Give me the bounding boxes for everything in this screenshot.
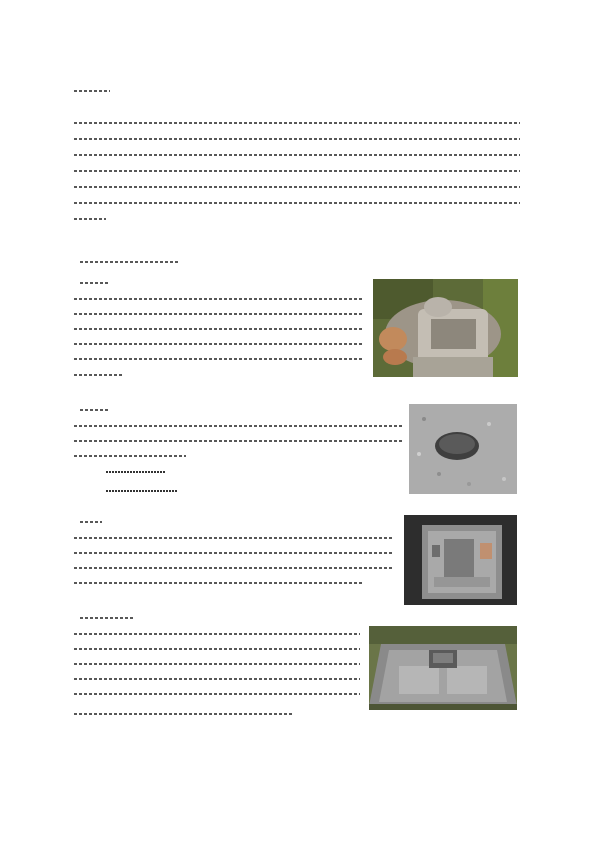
intro-line <box>74 202 520 204</box>
paragraph-line <box>74 633 360 635</box>
paragraph-line <box>74 537 394 539</box>
paragraph-line <box>74 552 394 554</box>
stone-tablet-photo <box>404 515 517 605</box>
paragraph-line <box>74 358 364 360</box>
subsection-heading-line <box>80 617 134 619</box>
intro-line <box>74 186 520 188</box>
subsection-heading-line <box>80 282 110 284</box>
paragraph-line <box>74 374 124 376</box>
intro-line <box>74 122 520 124</box>
paragraph-line <box>74 713 294 715</box>
paragraph-line <box>74 343 364 345</box>
list-item <box>106 490 178 492</box>
stone-basin-photo <box>373 279 518 377</box>
paragraph-line <box>74 313 364 315</box>
paragraph-line <box>74 455 186 457</box>
paragraph-line <box>74 425 404 427</box>
intro-line <box>74 170 520 172</box>
stone-platform-photo <box>369 626 517 710</box>
list-item <box>106 471 166 473</box>
subsection-heading-line <box>80 521 102 523</box>
paragraph-line <box>74 678 360 680</box>
title-text-line <box>74 90 110 92</box>
paragraph-line <box>74 693 360 695</box>
round-stone-photo <box>409 404 517 494</box>
section-heading-line <box>80 261 178 263</box>
paragraph-line <box>74 328 364 330</box>
intro-line <box>74 218 106 220</box>
intro-line <box>74 138 520 140</box>
paragraph-line <box>74 648 360 650</box>
paragraph-line <box>74 582 364 584</box>
paragraph-line <box>74 567 394 569</box>
paragraph-line <box>74 440 404 442</box>
subsection-heading-line <box>80 409 110 411</box>
paragraph-line <box>74 298 364 300</box>
paragraph-line <box>74 663 360 665</box>
intro-line <box>74 154 520 156</box>
